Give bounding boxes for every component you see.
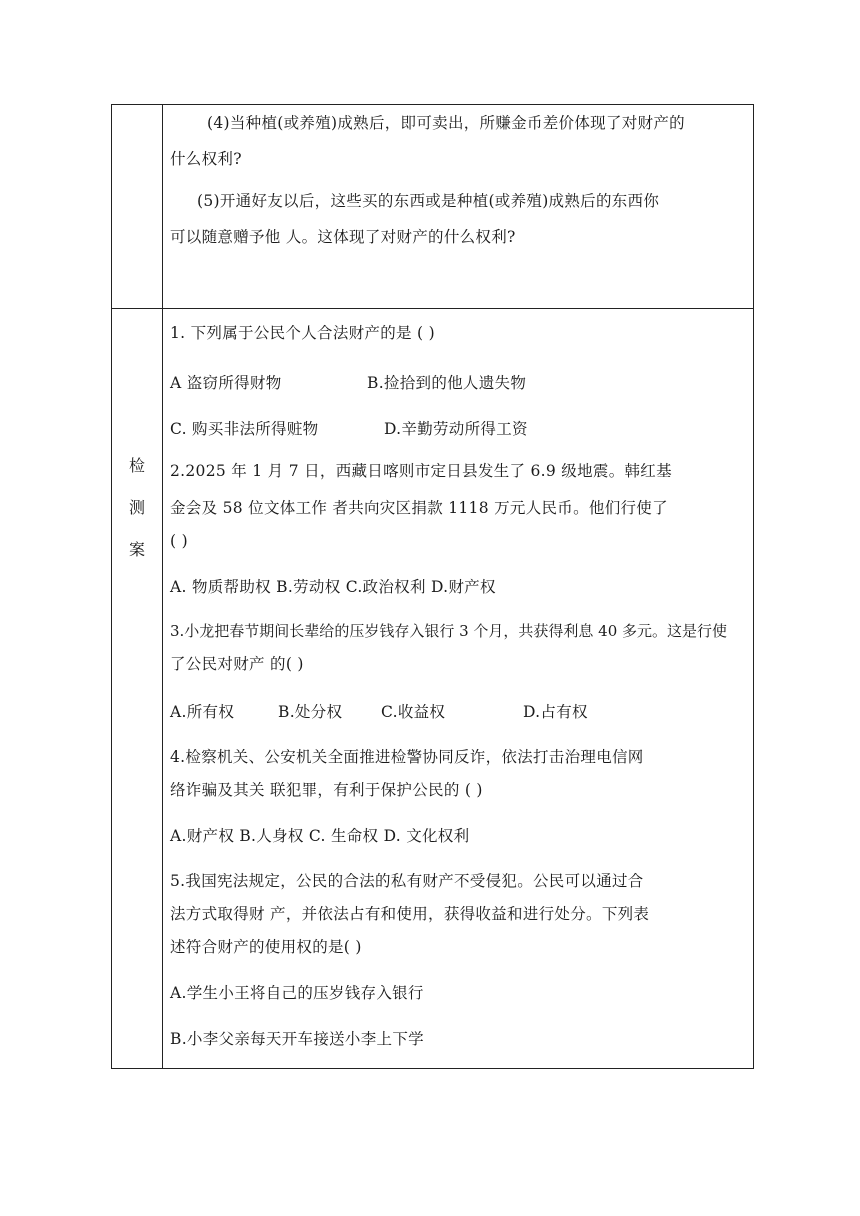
q1-option-c: C. 购买非法所得赃物	[170, 420, 319, 438]
worksheet-table	[111, 104, 754, 1069]
q1-options-row-1	[170, 367, 750, 400]
column-divider	[162, 105, 163, 1068]
q3-line-1: 3.小龙把春节期间长辈给的压岁钱存入银行 3 个月，共获得利息 40 多元。这是行使	[170, 622, 728, 640]
question-5-line-1: (5)开通好友以后，这些买的东西或是种植(或养殖)成熟后的东西你	[197, 192, 660, 210]
q5-line-3: 述符合财产的使用权的是( )	[170, 938, 362, 956]
q4-line-2: 络诈骗及其关 联犯罪，有利于保护公民的 ( )	[170, 781, 483, 799]
question-4-line-2: 什么权利?	[170, 150, 242, 168]
q5-line-1: 5.我国宪法规定，公民的合法的私有财产不受侵犯。公民可以通过合	[170, 872, 644, 890]
q2-line-2: 金会及 58 位文体工作 者共向灾区捐款 1118 万元人民币。他们行使了	[170, 499, 668, 517]
q3-option-c: C.收益权	[381, 703, 446, 721]
q5-option-b: B.小李父亲每天开车接送小李上下学	[170, 1030, 424, 1048]
q3-option-a: A.所有权	[170, 703, 235, 721]
q1-option-d: D.辛勤劳动所得工资	[384, 420, 528, 438]
q4-options: A.财产权 B.人身权 C. 生命权 D. 文化权利	[170, 827, 470, 845]
side-label-char-2: 测	[128, 498, 145, 517]
q5-line-2: 法方式取得财 产，并依法占有和使用，获得收益和进行处分。下列表	[170, 905, 650, 923]
q2-options: A. 物质帮助权 B.劳动权 C.政治权利 D.财产权	[170, 578, 496, 596]
q3-options	[170, 696, 750, 729]
q1-options-row-2	[170, 413, 750, 446]
q2-line-1: 2.2025 年 1 月 7 日，西藏日喀则市定日县发生了 6.9 级地震。韩红基	[170, 462, 672, 480]
q5-option-a: A.学生小王将自己的压岁钱存入银行	[170, 984, 424, 1002]
question-4-line-1: (4)当种植(或养殖)成熟后，即可卖出，所赚金币差价体现了对财产的	[207, 114, 685, 132]
side-label-char-3: 案	[128, 540, 145, 559]
q2-line-3: ( )	[170, 532, 188, 550]
q3-option-d: D.占有权	[523, 703, 588, 721]
side-label-char-1: 检	[128, 456, 145, 475]
q1-stem: 1. 下列属于公民个人合法财产的是 ( )	[170, 324, 435, 342]
section-label-detection	[112, 445, 162, 571]
q3-option-b: B.处分权	[278, 703, 343, 721]
q1-option-a: A 盗窃所得财物	[170, 374, 282, 392]
question-5-line-2: 可以随意赠予他 人。这体现了对财产的什么权利?	[170, 228, 516, 246]
q1-option-b: B.捡拾到的他人遗失物	[367, 374, 527, 392]
q4-line-1: 4.检察机关、公安机关全面推进检警协同反诈，依法打击治理电信网	[170, 748, 644, 766]
q3-line-2: 了公民对财产 的( )	[170, 655, 304, 673]
row-divider	[112, 308, 753, 309]
